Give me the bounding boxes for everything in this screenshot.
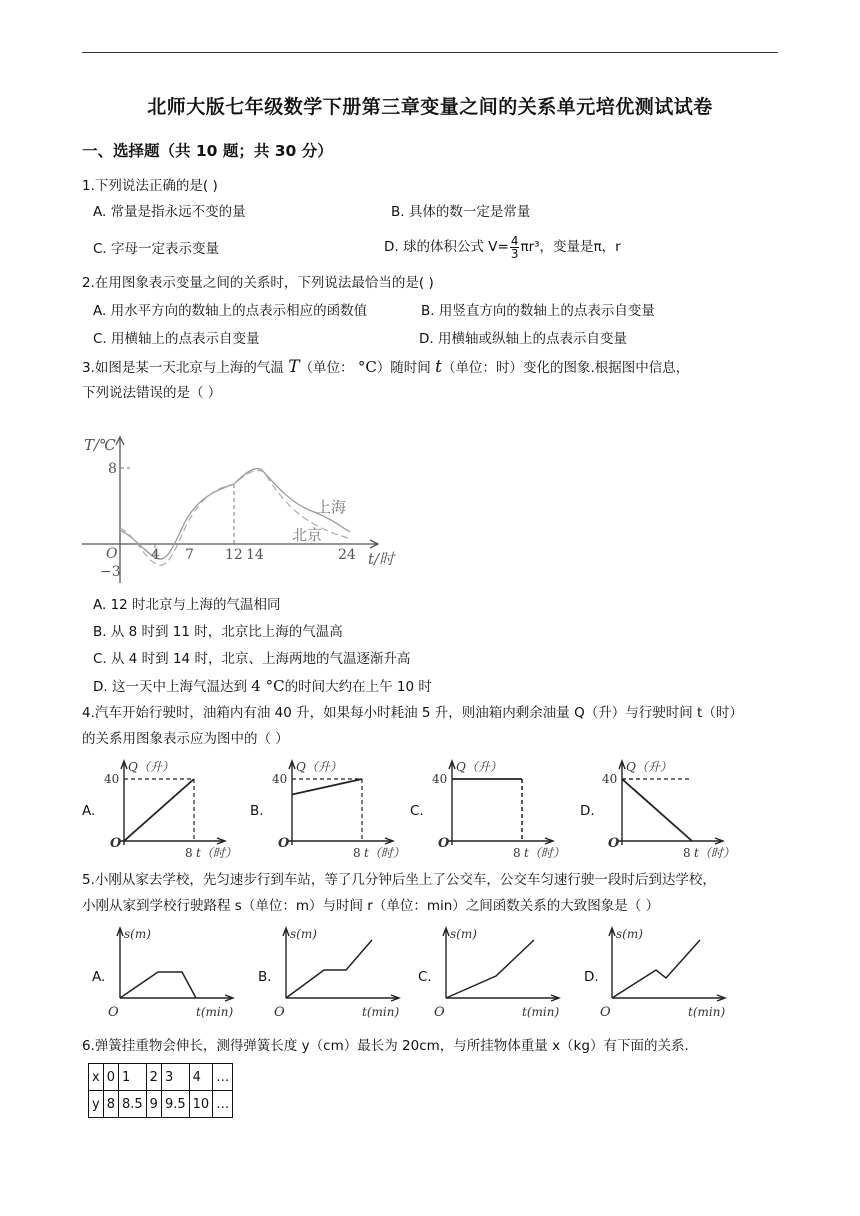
q3-option-d-value: 4 °C	[251, 677, 285, 695]
q1-option-d	[384, 232, 621, 262]
q3-temperature-graph	[78, 428, 408, 588]
q6-stem: 6.弹簧挂重物会伸长，测得弹簧长度 y（cm）最长为 20cm，与所挂物体重量 x（kg）有下面的关系.	[82, 1038, 689, 1054]
origin-label: O	[434, 1005, 445, 1020]
q5-graph	[270, 924, 410, 1024]
q3-stem-line2: 下列说法错误的是（ ）	[82, 385, 222, 401]
y-axis-label: s(m)	[616, 927, 643, 941]
x-axis-label: t（时）	[524, 846, 565, 860]
q3-stem-b: （单位：	[299, 360, 354, 376]
q3-option-d	[93, 676, 432, 697]
y-axis-label: Q（升）	[456, 760, 502, 774]
q3-option-d-pre: D. 这一天中上海气温达到	[93, 679, 247, 695]
y-axis-label: s(m)	[290, 927, 317, 941]
graph-line	[120, 972, 196, 998]
q4-stem-line2: 的关系用图象表示应为图中的（ ）	[82, 731, 289, 747]
q3-unit: °C	[357, 358, 377, 376]
x-tick-8: 8	[683, 846, 691, 860]
q5-graph	[596, 924, 736, 1024]
origin-label: O	[600, 1005, 611, 1020]
q4-graph	[600, 755, 735, 865]
y-tick-40: 40	[602, 772, 618, 786]
q3-option-c: C. 从 4 时到 14 时，北京、上海两地的气温逐渐升高	[93, 651, 411, 667]
origin-label: O	[608, 836, 620, 851]
x-tick-8: 8	[353, 846, 361, 860]
q1-option-b: B. 具体的数一定是常量	[391, 204, 531, 220]
q3-stem-c: ）随时间	[376, 360, 431, 376]
q2-option-a: A. 用水平方向的数轴上的点表示相应的函数值	[93, 303, 368, 319]
q4-graph	[102, 755, 237, 865]
x-tick-14: 14	[246, 547, 264, 563]
q5-stem-line2: 小刚从家到学校行驶路程 s（单位：m）与时间 r（单位：min）之间函数关系的大致图象是（ ）	[82, 898, 660, 914]
y-tick-40: 40	[104, 772, 120, 786]
x-axis-label: t/时	[368, 550, 395, 568]
y-tick-neg3: −3	[100, 564, 121, 580]
y-axis-label: Q（升）	[626, 760, 672, 774]
page-title: 北师大版七年级数学下册第三章变量之间的关系单元培优测试试卷	[147, 96, 713, 118]
q3-option-b: B. 从 8 时到 11 时，北京比上海的气温高	[93, 624, 343, 640]
table-cell: y	[89, 1091, 104, 1118]
x-axis-label: t（时）	[694, 846, 735, 860]
y-tick-8: 8	[108, 461, 117, 477]
y-tick-40: 40	[432, 772, 448, 786]
graph-line	[446, 940, 534, 998]
x-tick-8: 8	[513, 846, 521, 860]
q4-option-label: C.	[410, 803, 424, 819]
table-cell: 8	[103, 1091, 118, 1118]
q1-option-a: A. 常量是指永远不变的量	[93, 204, 246, 220]
table-cell: 2	[146, 1064, 161, 1091]
x-axis-label: t(min)	[196, 1005, 234, 1019]
q1-stem: 1.下列说法正确的是( )	[82, 178, 218, 194]
fraction-num: 4	[510, 233, 519, 248]
y-axis-label: Q（升）	[128, 760, 174, 774]
x-tick-8: 8	[185, 846, 193, 860]
table-row	[89, 1064, 233, 1091]
origin-label: O	[106, 546, 118, 562]
q4-option-label: A.	[82, 803, 96, 819]
q3-stem-d: （单位：时）变化的图象.根据图中信息，	[441, 360, 690, 376]
q2-stem: 2.在用图象表示变量之间的关系时，下列说法最恰当的是( )	[82, 275, 434, 291]
q2-option-b: B. 用竖直方向的数轴上的点表示自变量	[421, 303, 655, 319]
y-axis-label: T/℃	[84, 436, 116, 454]
origin-label: O	[108, 1005, 119, 1020]
table-row	[89, 1091, 233, 1118]
table-cell: 3	[161, 1064, 189, 1091]
y-tick-40: 40	[272, 772, 288, 786]
q1-option-d-post: πr³，变量是π，r	[520, 239, 621, 255]
graph-line	[292, 779, 362, 795]
q5-graph	[104, 924, 244, 1024]
q5-option-label: D.	[584, 969, 599, 985]
q2-option-c: C. 用横轴上的点表示自变量	[93, 331, 260, 347]
x-axis-label: t(min)	[362, 1005, 400, 1019]
graph-line	[286, 940, 372, 998]
q5-option-label: B.	[258, 969, 272, 985]
q4-option-label: B.	[250, 803, 264, 819]
origin-label: O	[110, 836, 122, 851]
y-axis-label: s(m)	[124, 927, 151, 941]
q3-stem	[82, 356, 689, 379]
x-tick-7: 7	[185, 547, 194, 563]
table-cell: 0	[103, 1064, 118, 1091]
graph-line	[622, 779, 692, 841]
q5-option-label: C.	[418, 969, 432, 985]
q5-graph	[430, 924, 570, 1024]
x-tick-12: 12	[225, 547, 243, 563]
x-axis-label: t（时）	[364, 846, 405, 860]
table-cell: …	[213, 1091, 233, 1118]
table-cell: 1	[118, 1064, 146, 1091]
graph-line	[124, 779, 194, 841]
table-cell: 9	[146, 1091, 161, 1118]
graph-line	[612, 940, 700, 998]
q2-option-d: D. 用横轴或纵轴上的点表示自变量	[419, 331, 627, 347]
q1-option-d-pre: D. 球的体积公式 V=	[384, 239, 509, 255]
origin-label: O	[278, 836, 290, 851]
q4-option-label: D.	[580, 803, 595, 819]
fraction	[510, 235, 520, 260]
y-axis-label: s(m)	[450, 927, 477, 941]
x-axis-label: t（时）	[196, 846, 237, 860]
table-cell: …	[213, 1064, 233, 1091]
q1-option-c: C. 字母一定表示变量	[93, 241, 220, 257]
q4-graph	[430, 755, 565, 865]
fraction-den: 3	[510, 246, 519, 261]
x-axis-label: t(min)	[522, 1005, 560, 1019]
x-axis-label: t(min)	[688, 1005, 726, 1019]
beijing-label: 北京	[292, 526, 323, 544]
origin-label: O	[274, 1005, 285, 1020]
table-cell: 9.5	[161, 1091, 189, 1118]
table-cell: x	[89, 1064, 104, 1091]
table-cell: 10	[189, 1091, 213, 1118]
table-cell: 4	[189, 1064, 213, 1091]
shanghai-label: 上海	[316, 498, 347, 516]
section-heading: 一、选择题（共 10 题；共 30 分）	[82, 142, 333, 160]
q3-var-T: T	[288, 357, 300, 377]
q6-table	[88, 1063, 233, 1118]
y-axis-label: Q（升）	[296, 760, 342, 774]
q4-graph	[270, 755, 405, 865]
q3-option-d-post: 的时间大约在上午 10 时	[284, 679, 432, 695]
x-tick-24: 24	[338, 547, 356, 563]
q4-stem-line1: 4.汽车开始行驶时，油箱内有油 40 升，如果每小时耗油 5 升，则油箱内剩余油量 Q（升）与行驶时间 t（时）	[82, 705, 743, 721]
q3-stem-a: 3.如图是某一天北京与上海的气温	[82, 360, 284, 376]
q3-var-t: t	[435, 357, 442, 377]
q5-option-label: A.	[92, 969, 106, 985]
table-cell: 8.5	[118, 1091, 146, 1118]
q3-option-a: A. 12 时北京与上海的气温相同	[93, 597, 281, 613]
header-rule	[82, 52, 778, 53]
x-tick-4: 4	[151, 547, 160, 563]
origin-label: O	[438, 836, 450, 851]
q5-stem-line1: 5.小刚从家去学校，先匀速步行到车站，等了几分钟后坐上了公交车，公交车匀速行驶一段时后到达学校，	[82, 872, 716, 888]
